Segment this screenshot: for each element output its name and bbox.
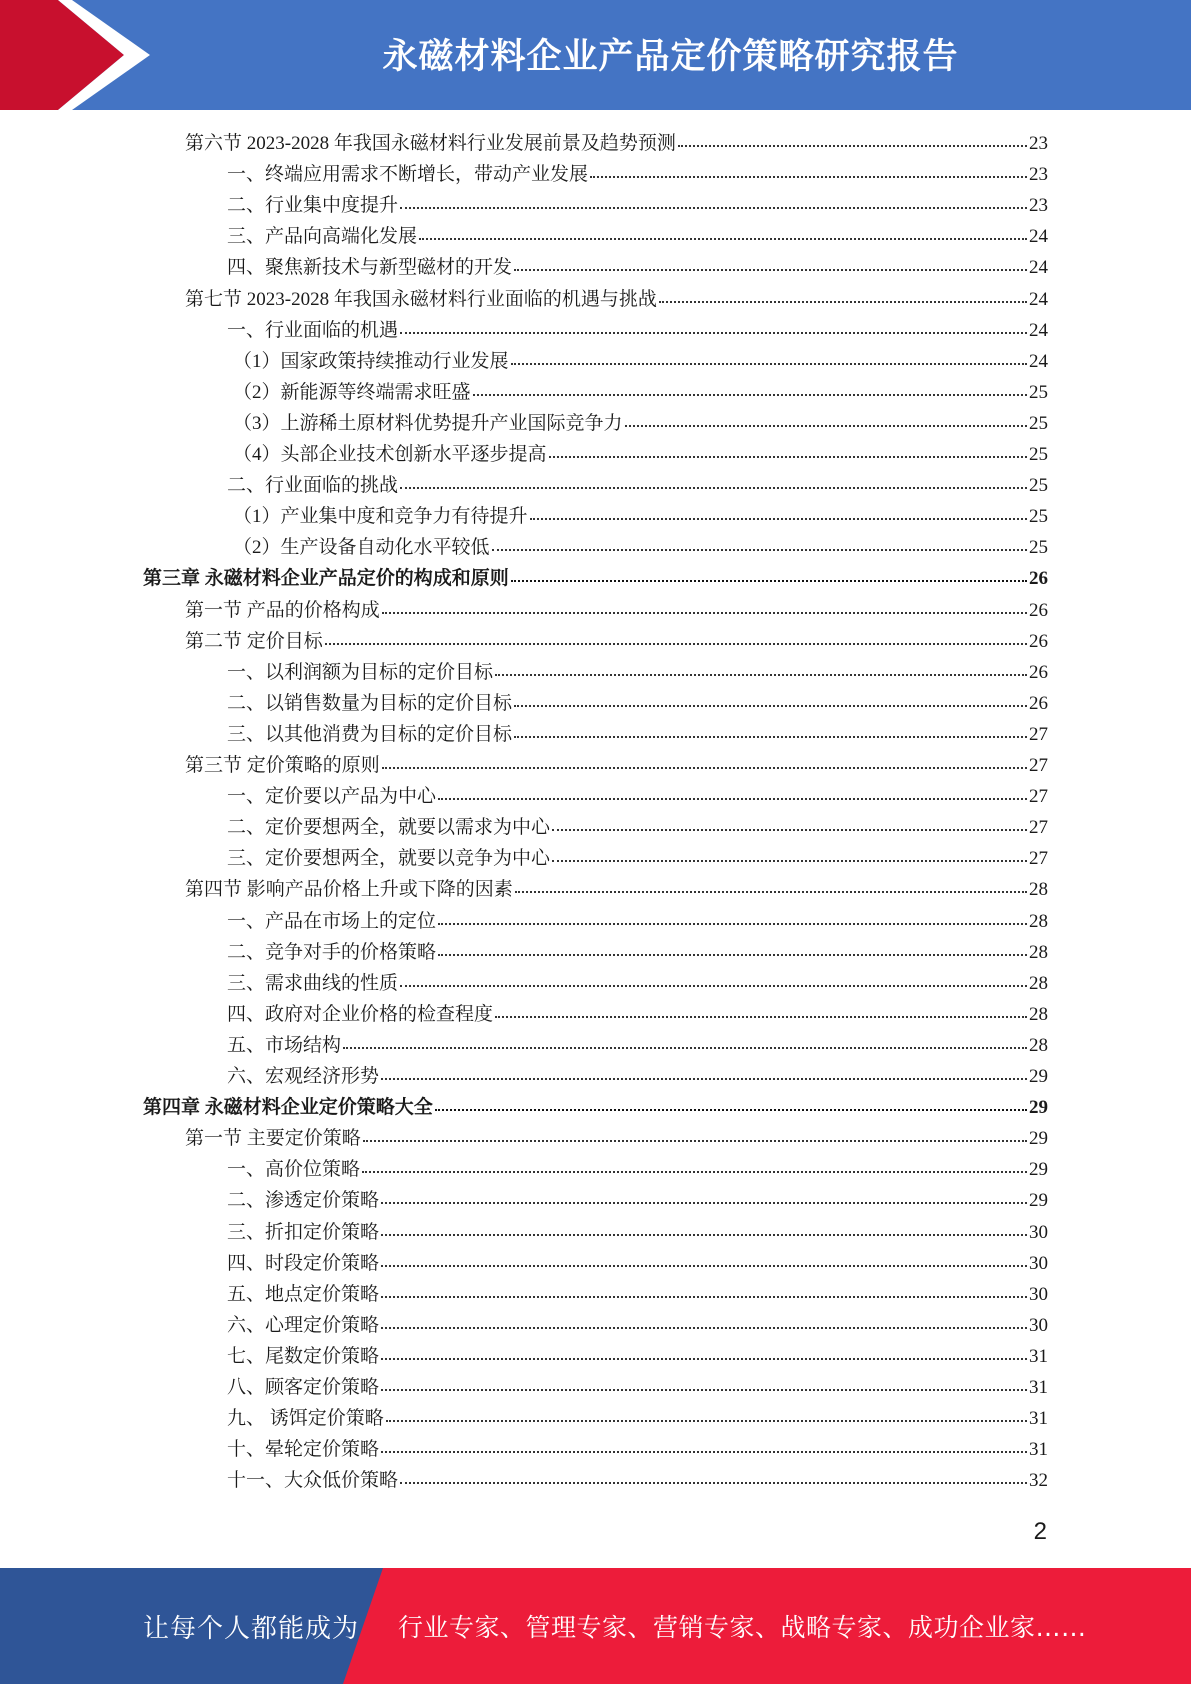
toc-entry-page: 28 <box>1029 910 1048 932</box>
toc-entry[interactable] <box>227 657 1048 688</box>
toc-entry-page: 29 <box>1029 1190 1048 1212</box>
toc-entry-page: 32 <box>1029 1470 1048 1492</box>
toc-dot-leader <box>381 1196 1027 1204</box>
toc-entry-title: 二、行业面临的挑战 <box>227 475 399 497</box>
toc-entry-title: 十一、大众低价策略 <box>227 1470 399 1492</box>
page-footer <box>0 1568 1191 1684</box>
toc-entry-title: （2）新能源等终端需求旺盛 <box>233 381 471 403</box>
toc-entry-page: 25 <box>1029 475 1048 497</box>
toc-entry[interactable] <box>233 408 1048 439</box>
toc-dot-leader <box>400 481 1027 489</box>
toc-entry[interactable] <box>227 315 1048 346</box>
toc-dot-leader <box>381 1290 1027 1298</box>
toc-dot-leader <box>363 1134 1027 1142</box>
toc-entry[interactable] <box>227 968 1048 999</box>
toc-entry-page: 26 <box>1029 661 1048 683</box>
toc-entry-page: 25 <box>1029 444 1048 465</box>
toc-dot-leader <box>435 1103 1027 1111</box>
toc-entry[interactable] <box>227 1341 1048 1372</box>
toc-entry-page: 26 <box>1029 568 1048 590</box>
toc-dot-leader <box>552 854 1027 862</box>
toc-entry-page: 25 <box>1029 506 1048 528</box>
toc-entry-title: 七、尾数定价策略 <box>227 1345 380 1367</box>
toc-entry-page: 28 <box>1029 1034 1048 1056</box>
toc-dot-leader <box>400 201 1027 209</box>
toc-entry[interactable] <box>227 688 1048 719</box>
toc-dot-leader <box>473 388 1027 396</box>
toc-dot-leader <box>400 979 1027 987</box>
toc-entry-title: 第二节 定价目标 <box>185 630 323 652</box>
toc-dot-leader <box>492 543 1027 551</box>
toc-entry-page: 27 <box>1029 848 1048 870</box>
toc-entry[interactable] <box>227 190 1048 221</box>
toc-entry[interactable] <box>185 626 1048 657</box>
toc-dot-leader <box>438 948 1027 956</box>
toc-entry-title: （1）产业集中度和竞争力有待提升 <box>233 506 528 528</box>
toc-entry[interactable] <box>227 252 1048 283</box>
toc-dot-leader <box>381 1072 1027 1080</box>
toc-entry-title: 五、市场结构 <box>227 1034 342 1056</box>
toc-dot-leader <box>386 1414 1027 1422</box>
toc-entry-page: 23 <box>1029 164 1048 186</box>
toc-entry[interactable] <box>227 159 1048 190</box>
toc-entry-title: 六、心理定价策略 <box>227 1314 380 1336</box>
toc-entry-title: （2）生产设备自动化水平较低 <box>233 537 490 559</box>
toc-dot-leader <box>343 1041 1027 1049</box>
toc-dot-leader <box>515 885 1027 893</box>
toc-entry-page: 23 <box>1029 133 1048 154</box>
toc-entry-title: 四、政府对企业价格的检查程度 <box>227 1003 494 1025</box>
toc-entry-page: 31 <box>1029 1377 1048 1398</box>
toc-entry-page: 26 <box>1029 599 1048 621</box>
toc-dot-leader <box>530 512 1027 520</box>
toc-dot-leader <box>400 326 1027 334</box>
toc-entry-title: 四、时段定价策略 <box>227 1252 380 1274</box>
toc-dot-leader <box>381 1445 1027 1453</box>
toc-entry-title: 一、以利润额为目标的定价目标 <box>227 661 494 683</box>
toc-entry[interactable] <box>227 1217 1048 1248</box>
footer-slogan-right: 行业专家、管理专家、营销专家、战略专家、成功企业家…… <box>398 1613 1087 1642</box>
toc-entry-page: 29 <box>1029 1097 1048 1119</box>
toc-entry-title: 九、 诱饵定价策略 <box>227 1408 384 1430</box>
toc-entry-page: 27 <box>1029 786 1048 808</box>
toc-dot-leader <box>381 1321 1027 1329</box>
toc-entry[interactable] <box>227 1434 1048 1465</box>
toc-entry-title: 四、聚焦新技术与新型磁材的开发 <box>227 257 513 279</box>
toc-dot-leader <box>511 357 1027 365</box>
toc-entry[interactable] <box>227 999 1048 1030</box>
toc-entry[interactable] <box>227 812 1048 843</box>
toc-entry-page: 31 <box>1029 1439 1048 1461</box>
toc-entry[interactable] <box>233 439 1048 470</box>
toc-entry-page: 24 <box>1029 350 1048 372</box>
toc-entry-title: 三、以其他消费为目标的定价目标 <box>227 723 513 745</box>
toc-entry-page: 30 <box>1029 1283 1048 1305</box>
toc-entry-page: 28 <box>1029 941 1048 963</box>
toc-entry-title: （3）上游稀土原材料优势提升产业国际竞争力 <box>233 412 623 434</box>
toc-dot-leader <box>381 1352 1027 1360</box>
toc-entry[interactable] <box>227 1154 1048 1185</box>
toc-dot-leader <box>590 170 1027 178</box>
toc-entry-title: 八、顾客定价策略 <box>227 1377 380 1398</box>
toc-entry[interactable] <box>185 1123 1048 1154</box>
toc-entry-page: 28 <box>1029 972 1048 994</box>
toc-entry-page: 31 <box>1029 1345 1048 1367</box>
toc-entry-page: 24 <box>1029 257 1048 279</box>
chevron-arrow-icon <box>0 0 160 110</box>
toc-entry-title: 一、产品在市场上的定位 <box>227 910 437 932</box>
toc-dot-leader <box>678 139 1027 147</box>
toc-dot-leader <box>514 699 1027 707</box>
toc-entry-title: 第六节 2023-2028 年我国永磁材料行业发展前景及趋势预测 <box>185 133 676 154</box>
toc-entry[interactable] <box>185 595 1048 626</box>
toc-entry-title: 第三章 永磁材料企业产品定价的构成和原则 <box>143 568 509 590</box>
toc-entry-page: 25 <box>1029 537 1048 559</box>
toc-entry[interactable] <box>227 1465 1048 1496</box>
toc-entry[interactable] <box>185 874 1048 905</box>
footer-slogan-left: 让每个人都能成为 <box>143 1613 360 1644</box>
toc-entry-title: 六、宏观经济形势 <box>227 1066 380 1087</box>
toc-entry-title: 第四节 影响产品价格上升或下降的因素 <box>185 879 513 901</box>
toc-entry-title: 第三节 定价策略的原则 <box>185 755 380 776</box>
toc-entry-title: 第一节 主要定价策略 <box>185 1128 361 1150</box>
toc-entry-page: 28 <box>1029 879 1048 901</box>
toc-dot-leader <box>514 730 1027 738</box>
toc-entry[interactable] <box>227 781 1048 812</box>
toc-entry[interactable] <box>185 284 1048 315</box>
toc-entry-page: 28 <box>1029 1003 1048 1025</box>
toc-dot-leader <box>495 668 1027 676</box>
toc-entry-title: （4）头部企业技术创新水平逐步提高 <box>233 444 547 465</box>
toc-entry-page: 25 <box>1029 381 1048 403</box>
toc-entry-title: 二、渗透定价策略 <box>227 1190 380 1212</box>
toc-entry[interactable] <box>227 470 1048 501</box>
toc-entry-page: 30 <box>1029 1252 1048 1274</box>
toc-entry-page: 24 <box>1029 288 1048 310</box>
toc-dot-leader <box>552 823 1027 831</box>
toc-entry[interactable] <box>233 346 1048 377</box>
toc-entry-page: 24 <box>1029 226 1048 248</box>
toc-dot-leader <box>362 1165 1027 1173</box>
toc-entry-page: 27 <box>1029 817 1048 839</box>
toc-entry[interactable] <box>233 501 1048 532</box>
toc-entry[interactable] <box>227 937 1048 968</box>
toc-entry[interactable] <box>227 719 1048 750</box>
toc-entry[interactable] <box>227 843 1048 874</box>
toc-dot-leader <box>419 232 1027 240</box>
toc-entry[interactable] <box>185 128 1048 159</box>
page-number: 2 <box>1033 1518 1047 1545</box>
toc-entry[interactable] <box>233 532 1048 563</box>
toc-entry[interactable] <box>227 1030 1048 1061</box>
toc-entry-title: 二、定价要想两全，就要以需求为中心 <box>227 817 551 839</box>
toc-entry-page: 30 <box>1029 1314 1048 1336</box>
toc-entry-page: 26 <box>1029 692 1048 714</box>
page-header <box>0 0 1191 110</box>
toc-entry-page: 27 <box>1029 723 1048 745</box>
toc-dot-leader <box>382 606 1027 614</box>
toc-entry[interactable] <box>233 377 1048 408</box>
toc-entry[interactable] <box>227 1185 1048 1216</box>
toc-dot-leader <box>325 637 1027 645</box>
toc-dot-leader <box>549 450 1027 458</box>
toc-dot-leader <box>438 792 1027 800</box>
toc-dot-leader <box>400 1476 1027 1484</box>
toc-entry[interactable] <box>227 1403 1048 1434</box>
toc-entry-title: 第一节 产品的价格构成 <box>185 599 380 621</box>
toc-dot-leader <box>438 917 1027 925</box>
toc-entry[interactable] <box>143 563 1048 594</box>
toc-entry-title: 二、行业集中度提升 <box>227 195 399 217</box>
toc-entry-title: 二、以销售数量为目标的定价目标 <box>227 692 513 714</box>
toc-dot-leader <box>625 419 1027 427</box>
toc-dot-leader <box>381 1383 1027 1391</box>
toc-entry-title: 第七节 2023-2028 年我国永磁材料行业面临的机遇与挑战 <box>185 288 657 310</box>
toc-entry-title: 第四章 永磁材料企业定价策略大全 <box>143 1097 433 1119</box>
toc-entry-page: 31 <box>1029 1408 1048 1430</box>
toc-entry-title: 十、晕轮定价策略 <box>227 1439 380 1461</box>
toc-entry-page: 29 <box>1029 1159 1048 1181</box>
toc-entry[interactable] <box>227 221 1048 252</box>
toc-entry[interactable] <box>227 906 1048 937</box>
toc-entry-page: 29 <box>1029 1128 1048 1150</box>
toc-entry[interactable] <box>185 750 1048 781</box>
toc-entry-page: 23 <box>1029 195 1048 217</box>
toc-entry-page: 30 <box>1029 1221 1048 1243</box>
toc-dot-leader <box>381 1259 1027 1267</box>
toc-entry-page: 27 <box>1029 755 1048 776</box>
toc-entry[interactable] <box>227 1061 1048 1092</box>
toc-dot-leader <box>381 1228 1027 1236</box>
toc-entry-page: 29 <box>1029 1066 1048 1087</box>
toc-entry-title: 一、终端应用需求不断增长，带动产业发展 <box>227 164 589 186</box>
toc-dot-leader <box>514 263 1027 271</box>
toc-entry-title: 一、定价要以产品为中心 <box>227 786 437 808</box>
toc-entry-title: （1）国家政策持续推动行业发展 <box>233 350 509 372</box>
toc-entry[interactable] <box>227 1279 1048 1310</box>
toc-entry[interactable] <box>227 1310 1048 1341</box>
report-title: 永磁材料企业产品定价策略研究报告 <box>382 37 959 77</box>
toc-entry-title: 二、竞争对手的价格策略 <box>227 941 437 963</box>
toc-entry-page: 24 <box>1029 319 1048 341</box>
toc-dot-leader <box>659 295 1027 303</box>
toc-entry-title: 三、折扣定价策略 <box>227 1221 380 1243</box>
toc-entry-title: 一、高价位策略 <box>227 1159 361 1181</box>
toc-entry-title: 三、需求曲线的性质 <box>227 972 399 994</box>
toc-entry[interactable] <box>227 1372 1048 1403</box>
toc-entry[interactable] <box>143 1092 1048 1123</box>
toc-entry[interactable] <box>227 1248 1048 1279</box>
toc-dot-leader <box>511 574 1027 582</box>
toc-entry-title: 一、行业面临的机遇 <box>227 319 399 341</box>
toc-dot-leader <box>495 1010 1027 1018</box>
toc-entry-title: 三、产品向高端化发展 <box>227 226 418 248</box>
toc-entry-title: 五、地点定价策略 <box>227 1283 380 1305</box>
toc-entry-title: 三、定价要想两全，就要以竞争为中心 <box>227 848 551 870</box>
toc-entry-page: 26 <box>1029 630 1048 652</box>
toc-entry-page: 25 <box>1029 412 1048 434</box>
toc-dot-leader <box>382 761 1027 769</box>
